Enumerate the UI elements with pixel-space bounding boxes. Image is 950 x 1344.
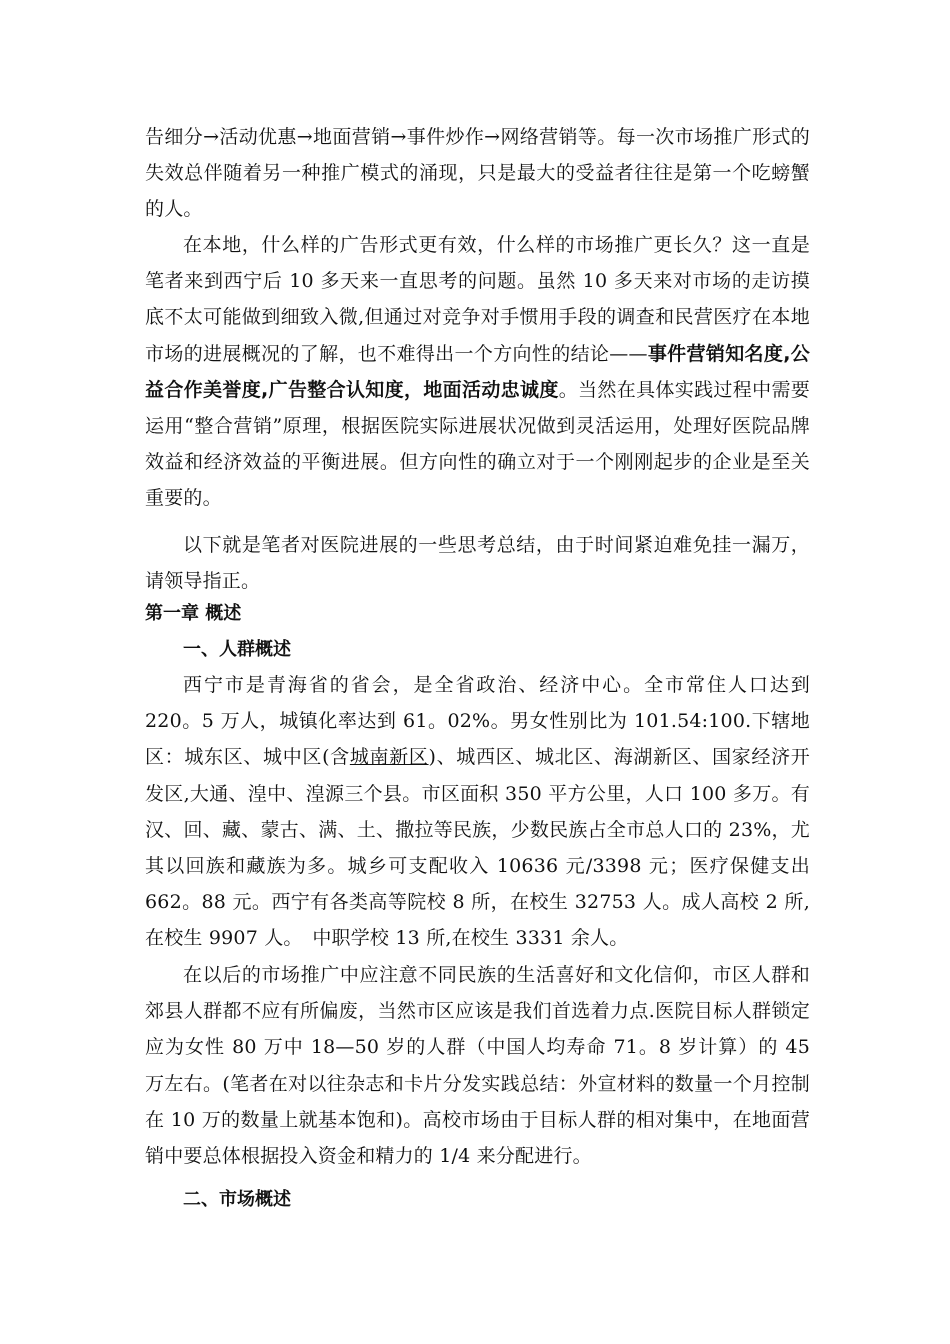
paragraph-local-promotion xyxy=(145,227,810,517)
paragraph-text: 西宁市是青海省的省会，是全省政治、经济中心。全市常住人口达到 220。5 万人，城镇化率达到 61。02%。男女性别比为 101.54:100.下辖地区：城东区、城中区(含 xyxy=(145,674,810,769)
key-conclusion-text: 事件营销知名度,公益合作美誉度,广告整合认知度，地面活动忠诚度 xyxy=(145,342,810,401)
paragraph-intro-continuation: 告细分→活动优惠→地面营销→事件炒作→网络营销等。每一次市场推广形式的失效总伴随着另一种推广模式的涌现，只是最大的受益者往往是第一个吃螃蟹的人。 xyxy=(145,126,810,221)
paragraph-text: 。当然在具体实践过程中需要运用“整合营销”原理，根据医院实际进展状况做到灵活运用，处理好医院品牌效益和经济效益的平衡进展。但方向性的确立对于一个刚刚起步的企业是至关重要的。 xyxy=(145,378,810,510)
paragraph-text: )、城西区、城北区、海湖新区、国家经济开发区,大通、湟中、湟源三个县。市区面积 350 平方公里，人口 100 多万。有汉、回、藏、蒙古、满、土、撒拉等民族，少数民族占全市总人口的 23%，尤其以回族和藏族为多。城乡可支配收入 10636 元/3398 元；医疗保健支出 662。88 元。西宁有各类高等院校 8 所，在校生 32753 人。成人高校 2 所,在校生 9907 人。 中职学校 13 所,在校生 3331 余人。 xyxy=(145,746,810,950)
section-heading-population: 一、人群概述 xyxy=(183,639,291,660)
chapter-heading: 第一章 概述 xyxy=(145,603,242,624)
underlined-district: 城南新区 xyxy=(349,746,429,769)
paragraph-text: 在本地，什么样的广告形式更有效，什么样的市场推广更长久？这一直是笔者来到西宁后 10 多天来一直思考的问题。虽然 10 多天来对市场的走访摸底不太可能做到细致入微,但通过对竞争对手惯用手段的调查和民营医疗在本地市场的进展概况的了解，也不难得出一个方向性的结论—— xyxy=(145,234,810,365)
paragraph-population-overview xyxy=(145,667,810,957)
section-heading-market: 二、市场概述 xyxy=(183,1189,291,1210)
paragraph-target-population: 在以后的市场推广中应注意不同民族的生活喜好和文化信仰，市区人群和郊县人群都不应有所偏废，当然市区应该是我们首选着力点.医院目标人群锁定应为女性 80 万中 18—50 岁的人群（中国人均寿命 71。8 岁计算）的 45 万左右。(笔者在对以往杂志和卡片分发实践总结：外宣材料的数量一个月控制在 10 万的数量上就基本饱和)。高校市场由于目标人群的相对集中，在地面营销中要总体根据投入资金和精力的 1/4 来分配进行。 xyxy=(145,964,810,1168)
paragraph-summary-note: 以下就是笔者对医院进展的一些思考总结，由于时间紧迫难免挂一漏万，请领导指正。 xyxy=(145,534,810,593)
